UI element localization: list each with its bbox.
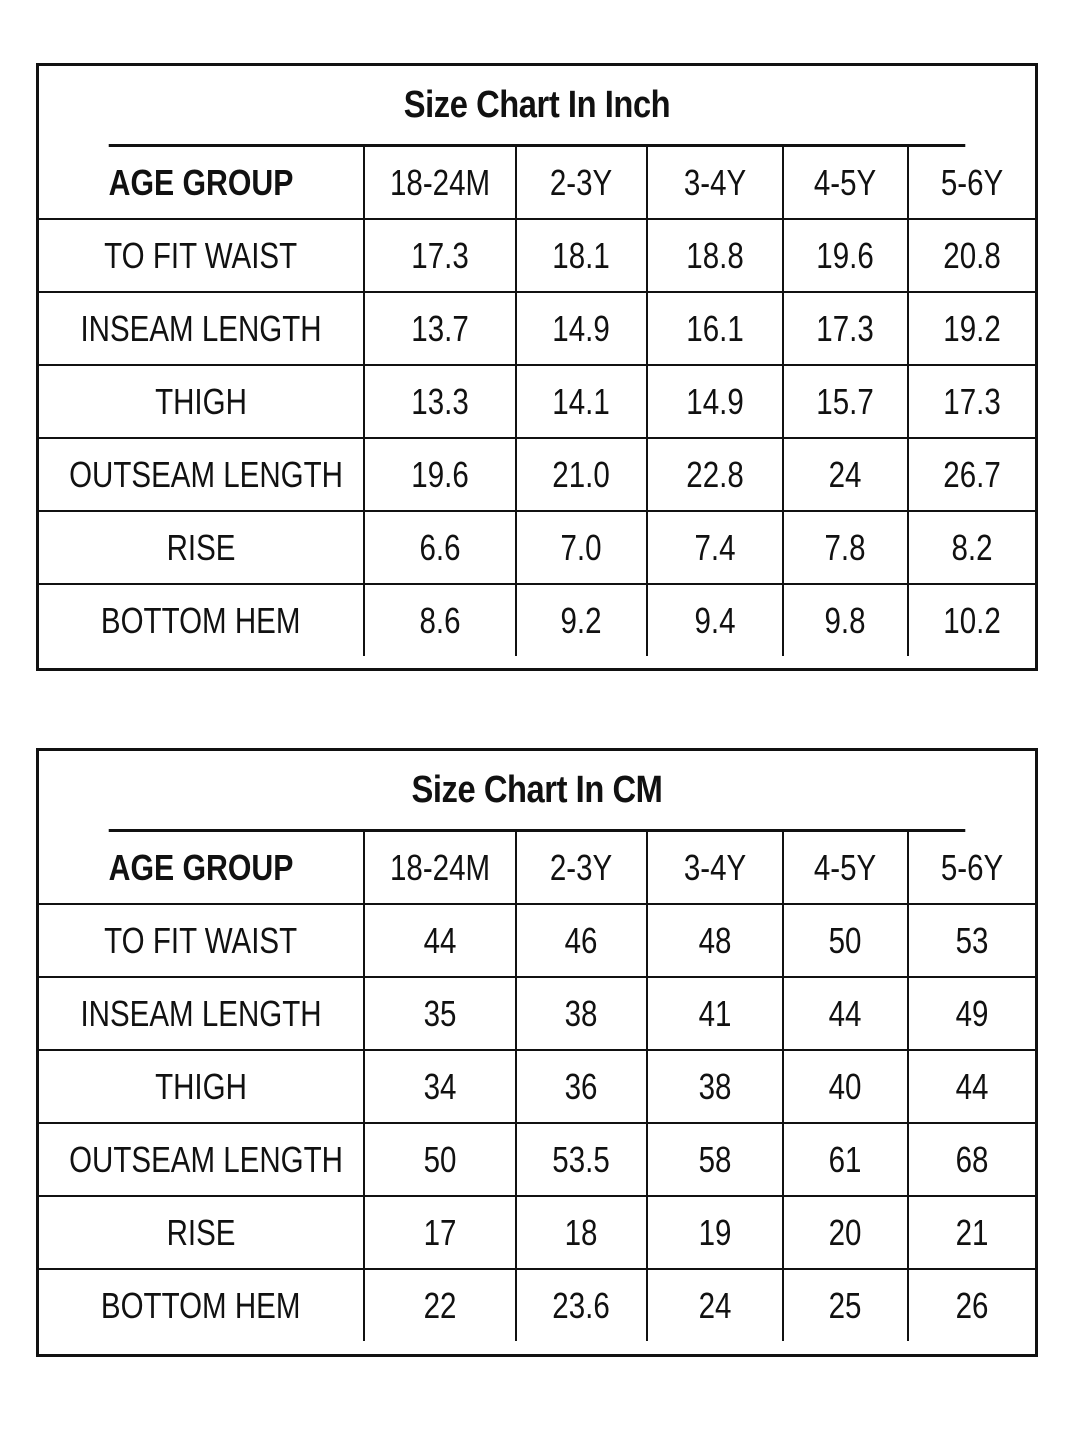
cell-text: 18-24M — [389, 846, 491, 888]
measurement-value — [908, 977, 1035, 1050]
measurement-value — [516, 219, 647, 292]
cell-text: 26 — [955, 1284, 989, 1326]
measurement-value — [908, 219, 1035, 292]
measurement-value — [647, 1269, 783, 1341]
cell-text: 7.4 — [694, 526, 736, 568]
measurement-value — [516, 511, 647, 584]
age-column-header — [516, 147, 647, 219]
age-column-header — [783, 147, 908, 219]
age-column-header — [516, 832, 647, 904]
cell-text: 2-3Y — [550, 161, 613, 203]
measurement-label — [39, 1269, 364, 1341]
chart-title: Size Chart In CM — [109, 751, 966, 832]
cell-text: 4-5Y — [814, 161, 877, 203]
measurement-value — [364, 584, 516, 656]
measurement-label — [39, 1123, 364, 1196]
cell-text: 8.2 — [951, 526, 993, 568]
measurement-value — [908, 292, 1035, 365]
measurement-label — [39, 438, 364, 511]
cell-text: 5-6Y — [940, 846, 1004, 888]
measurement-value — [908, 511, 1035, 584]
cell-text: THIGH — [155, 380, 247, 422]
cell-text: 19.6 — [411, 453, 469, 495]
cell-text: 17.3 — [943, 380, 1001, 422]
table-header-row — [39, 147, 1035, 219]
cell-text: 18.8 — [686, 234, 744, 276]
measurement-label — [39, 1050, 364, 1123]
table-row — [39, 365, 1035, 438]
measurement-value — [783, 365, 908, 438]
table-row — [39, 1196, 1035, 1269]
measurement-value — [647, 1050, 783, 1123]
cell-text: 21.0 — [552, 453, 611, 495]
cell-text: 36 — [565, 1065, 598, 1107]
cell-text: 44 — [829, 992, 862, 1034]
cell-text: 19.2 — [943, 307, 1001, 349]
measurement-value — [364, 1269, 516, 1341]
age-column-header — [647, 147, 783, 219]
measurement-value — [647, 1123, 783, 1196]
cell-text: 13.7 — [411, 307, 469, 349]
cell-text: OUTSEAM LENGTH — [69, 1138, 343, 1180]
cell-text: 40 — [829, 1065, 862, 1107]
table-row — [39, 1050, 1035, 1123]
cell-text: 44 — [423, 919, 457, 961]
measurement-value — [647, 292, 783, 365]
measurement-value — [516, 1269, 647, 1341]
cell-text: 19.6 — [816, 234, 875, 276]
cell-text: RISE — [166, 1211, 236, 1253]
measurement-label — [39, 584, 364, 656]
cell-text: THIGH — [155, 1065, 247, 1107]
measurement-value — [516, 438, 647, 511]
age-column-header — [647, 832, 783, 904]
measurement-value — [908, 904, 1035, 977]
measurement-label — [39, 1196, 364, 1269]
cell-text: 7.0 — [560, 526, 603, 568]
cell-text: 10.2 — [943, 599, 1001, 641]
table-row — [39, 904, 1035, 977]
cell-text: 13.3 — [411, 380, 469, 422]
cell-text: 19 — [698, 1211, 732, 1253]
size-chart-cm — [36, 748, 1038, 1357]
cell-text: BOTTOM HEM — [101, 1284, 301, 1326]
cell-text: 50 — [829, 919, 862, 961]
table-header-row — [39, 832, 1035, 904]
size-table — [39, 147, 1035, 656]
measurement-value — [783, 438, 908, 511]
measurement-label — [39, 904, 364, 977]
age-group-header — [39, 832, 364, 904]
cell-text: 20 — [829, 1211, 862, 1253]
cell-text: 18.1 — [552, 234, 611, 276]
age-column-header — [364, 147, 516, 219]
age-column-header — [908, 832, 1035, 904]
cell-text: 61 — [829, 1138, 862, 1180]
measurement-value — [364, 1123, 516, 1196]
cell-text: 3-4Y — [683, 846, 747, 888]
age-column-header — [783, 832, 908, 904]
measurement-value — [647, 438, 783, 511]
cell-text: 20.8 — [943, 234, 1001, 276]
cell-text: 38 — [565, 992, 598, 1034]
cell-text: OUTSEAM LENGTH — [69, 453, 343, 495]
cell-text: 46 — [565, 919, 598, 961]
cell-text: 18 — [565, 1211, 598, 1253]
cell-text: 48 — [698, 919, 732, 961]
age-group-header — [39, 147, 364, 219]
measurement-value — [647, 977, 783, 1050]
measurement-value — [908, 584, 1035, 656]
cell-text: AGE GROUP — [108, 846, 294, 888]
measurement-value — [647, 511, 783, 584]
cell-text: TO FIT WAIST — [104, 234, 298, 276]
measurement-value — [908, 1123, 1035, 1196]
cell-text: INSEAM LENGTH — [80, 307, 322, 349]
cell-text: 58 — [698, 1138, 732, 1180]
cell-text: 14.9 — [686, 380, 744, 422]
cell-text: 6.6 — [419, 526, 461, 568]
measurement-value — [516, 1196, 647, 1269]
cell-text: 26.7 — [943, 453, 1001, 495]
cell-text: 17.3 — [411, 234, 469, 276]
measurement-value — [783, 1269, 908, 1341]
table-row — [39, 292, 1035, 365]
cell-text: 35 — [423, 992, 457, 1034]
cell-text: 24 — [829, 453, 862, 495]
measurement-value — [516, 365, 647, 438]
cell-text: 8.6 — [419, 599, 461, 641]
cell-text: 50 — [423, 1138, 457, 1180]
measurement-value — [516, 1123, 647, 1196]
measurement-value — [364, 977, 516, 1050]
table-row — [39, 1123, 1035, 1196]
size-table — [39, 832, 1035, 1341]
measurement-value — [908, 1269, 1035, 1341]
table-row — [39, 1269, 1035, 1341]
measurement-value — [364, 438, 516, 511]
cell-text: TO FIT WAIST — [104, 919, 298, 961]
measurement-value — [908, 438, 1035, 511]
measurement-value — [516, 904, 647, 977]
cell-text: 9.2 — [560, 599, 603, 641]
measurement-value — [364, 1196, 516, 1269]
cell-text: 25 — [829, 1284, 862, 1326]
measurement-value — [364, 292, 516, 365]
measurement-value — [783, 584, 908, 656]
measurement-value — [783, 1196, 908, 1269]
measurement-value — [516, 1050, 647, 1123]
measurement-value — [783, 511, 908, 584]
measurement-value — [364, 511, 516, 584]
cell-text: 49 — [955, 992, 989, 1034]
cell-text: 7.8 — [824, 526, 867, 568]
cell-text: 38 — [698, 1065, 732, 1107]
table-row — [39, 584, 1035, 656]
cell-text: 17 — [423, 1211, 457, 1253]
cell-text: 22 — [423, 1284, 457, 1326]
measurement-value — [516, 977, 647, 1050]
cell-text: INSEAM LENGTH — [80, 992, 322, 1034]
cell-text: 4-5Y — [814, 846, 877, 888]
measurement-value — [783, 904, 908, 977]
cell-text: 21 — [955, 1211, 989, 1253]
measurement-value — [516, 584, 647, 656]
measurement-value — [783, 219, 908, 292]
chart-title: Size Chart In Inch — [109, 66, 966, 147]
cell-text: 3-4Y — [683, 161, 747, 203]
cell-text: 9.4 — [694, 599, 736, 641]
cell-text: 23.6 — [552, 1284, 611, 1326]
measurement-label — [39, 977, 364, 1050]
cell-text: 16.1 — [686, 307, 744, 349]
table-row — [39, 438, 1035, 511]
cell-text: 5-6Y — [940, 161, 1004, 203]
measurement-value — [516, 292, 647, 365]
table-row — [39, 511, 1035, 584]
measurement-value — [647, 1196, 783, 1269]
measurement-value — [783, 1123, 908, 1196]
age-column-header — [364, 832, 516, 904]
measurement-value — [783, 977, 908, 1050]
cell-text: 18-24M — [389, 161, 491, 203]
measurement-value — [647, 365, 783, 438]
measurement-value — [647, 904, 783, 977]
measurement-value — [908, 1196, 1035, 1269]
cell-text: 17.3 — [816, 307, 875, 349]
cell-text: 22.8 — [686, 453, 744, 495]
measurement-value — [364, 219, 516, 292]
measurement-value — [783, 292, 908, 365]
measurement-value — [364, 904, 516, 977]
measurement-label — [39, 365, 364, 438]
cell-text: 2-3Y — [550, 846, 613, 888]
cell-text: 14.1 — [552, 380, 611, 422]
cell-text: RISE — [166, 526, 236, 568]
measurement-value — [908, 365, 1035, 438]
cell-text: 53.5 — [552, 1138, 611, 1180]
cell-text: 68 — [955, 1138, 989, 1180]
cell-text: 15.7 — [816, 380, 875, 422]
age-column-header — [908, 147, 1035, 219]
measurement-value — [908, 1050, 1035, 1123]
cell-text: 53 — [955, 919, 989, 961]
cell-text: 9.8 — [824, 599, 867, 641]
measurement-label — [39, 219, 364, 292]
cell-text: BOTTOM HEM — [101, 599, 301, 641]
measurement-value — [647, 219, 783, 292]
cell-text: 24 — [698, 1284, 732, 1326]
measurement-value — [364, 365, 516, 438]
cell-text: 41 — [698, 992, 732, 1034]
measurement-value — [364, 1050, 516, 1123]
measurement-label — [39, 292, 364, 365]
cell-text: AGE GROUP — [108, 161, 294, 203]
cell-text: 44 — [955, 1065, 989, 1107]
measurement-label — [39, 511, 364, 584]
cell-text: 14.9 — [552, 307, 611, 349]
size-chart-inch — [36, 63, 1038, 671]
cell-text: 34 — [423, 1065, 457, 1107]
measurement-value — [783, 1050, 908, 1123]
table-row — [39, 977, 1035, 1050]
measurement-value — [647, 584, 783, 656]
table-row — [39, 219, 1035, 292]
